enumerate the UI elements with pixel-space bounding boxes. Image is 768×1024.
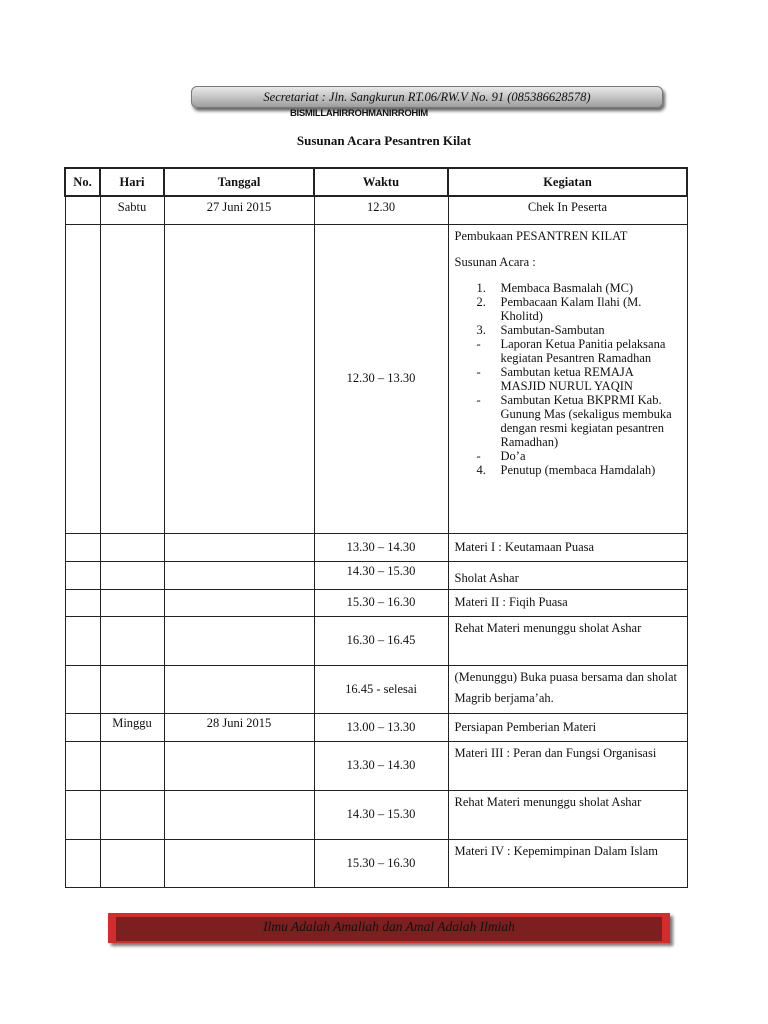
list-marker: 1. [476,280,486,295]
cell-hari [100,533,164,561]
cell-hari [100,561,164,589]
list-text: Laporan Ketua Panitia pelaksana kegiatan Pesantren Ramadhan [500,336,666,365]
cell-kegiatan: Materi IV : Kepemimpinan Dalam Islam [448,839,687,887]
column-header-waktu: Waktu [314,168,448,196]
schedule-table [64,167,688,888]
table-row [65,616,687,665]
cell-kegiatan: Sholat Ashar [448,561,687,589]
table-row [65,196,687,224]
program-subtitle: Susunan Acara : [454,254,536,269]
cell-hari: Minggu [100,713,164,741]
cell-waktu: 13.30 – 14.30 [314,741,448,790]
table-row [65,790,687,839]
cell-waktu: 15.30 – 16.30 [314,839,448,887]
table-row [65,713,687,741]
list-marker: - [476,336,481,351]
cell-no [65,616,100,665]
cell-no [65,561,100,589]
list-text: Sambutan ketua REMAJA MASJID NURUL YAQIN [500,364,634,393]
cell-no [65,839,100,887]
cell-hari [100,665,164,713]
page-title: Susunan Acara Pesantren Kilat [296,133,472,148]
secretariat-banner [191,86,663,108]
cell-tanggal [164,839,314,887]
bismillah-heading: BISMILLAHIRROHMANIRROHIM [290,108,428,119]
cell-no [65,533,100,561]
cell-tanggal [164,665,314,713]
secretariat-text: Secretariat : Jln. Sangkurun RT.06/RW.V No. 91 (085386628578) [263,90,591,104]
list-text: Membaca Basmalah (MC) [500,280,634,295]
opening-title: Pembukaan PESANTREN KILAT [454,228,628,243]
list-item [455,281,681,295]
list-marker: 2. [476,294,486,309]
cell-no [65,196,100,224]
cell-waktu: 13.30 – 14.30 [314,533,448,561]
table-row [65,589,687,616]
cell-kegiatan [448,224,687,533]
cell-waktu: 14.30 – 15.30 [314,561,448,589]
cell-kegiatan: Persiapan Pemberian Materi [448,713,687,741]
cell-waktu: 16.30 – 16.45 [314,616,448,665]
cell-kegiatan: Materi III : Peran dan Fungsi Organisasi [448,741,687,790]
cell-waktu: 12.30 [314,196,448,224]
column-header-kegiatan: Kegiatan [448,168,687,196]
cell-no [65,224,100,533]
list-marker: 4. [476,462,486,477]
column-header-tanggal: Tanggal [164,168,314,196]
cell-tanggal: 28 Juni 2015 [164,713,314,741]
list-text: Pembacaan Kalam Ilahi (M. Kholitd) [500,294,642,323]
cell-hari: Sabtu [100,196,164,224]
program-list [455,281,681,477]
cell-hari [100,790,164,839]
list-item [455,295,681,323]
cell-waktu: 14.30 – 15.30 [314,790,448,839]
table-row [65,561,687,589]
table-row [65,741,687,790]
cell-kegiatan: Rehat Materi menunggu sholat Ashar [448,790,687,839]
cell-no [65,790,100,839]
cell-no [65,741,100,790]
cell-waktu: 12.30 – 13.30 [314,224,448,533]
cell-tanggal [164,790,314,839]
table-row [65,839,687,887]
list-item [455,463,681,477]
cell-hari [100,839,164,887]
cell-tanggal [164,561,314,589]
list-text: Do’a [500,448,526,463]
cell-no [65,589,100,616]
cell-kegiatan: (Menunggu) Buka puasa bersama dan sholat Magrib berjama’ah. [448,665,687,713]
table-row [65,224,687,533]
cell-hari [100,224,164,533]
cell-tanggal [164,533,314,561]
cell-waktu: 13.00 – 13.30 [314,713,448,741]
table-row [65,533,687,561]
cell-kegiatan: Materi II : Fiqih Puasa [448,589,687,616]
cell-kegiatan: Rehat Materi menunggu sholat Ashar [448,616,687,665]
list-marker: - [476,392,481,407]
list-text: Sambutan-Sambutan [500,322,605,337]
list-marker: - [476,364,481,379]
cell-kegiatan: Materi I : Keutamaan Puasa [448,533,687,561]
cell-hari [100,589,164,616]
list-item [455,393,681,449]
list-item [455,337,681,365]
cell-hari [100,741,164,790]
list-text: Sambutan Ketua BKPRMI Kab. Gunung Mas (sekaligus membuka dengan resmi kegiatan pesantren Ramadhan) [500,392,672,449]
footer-motto: Ilmu Adalah Amaliah dan Amal Adalah Ilmiah [263,919,515,934]
list-marker: 3. [476,322,486,337]
list-item [455,365,681,393]
list-text: Penutup (membaca Hamdalah) [500,462,656,477]
cell-kegiatan: Chek In Peserta [448,196,687,224]
cell-tanggal [164,741,314,790]
cell-no [65,713,100,741]
list-item [455,449,681,463]
column-header-no: No. [65,168,100,196]
cell-waktu: 16.45 - selesai [314,665,448,713]
cell-tanggal [164,224,314,533]
cell-tanggal [164,589,314,616]
column-header-hari: Hari [100,168,164,196]
cell-tanggal: 27 Juni 2015 [164,196,314,224]
list-marker: - [476,448,481,463]
cell-waktu: 15.30 – 16.30 [314,589,448,616]
cell-hari [100,616,164,665]
table-row [65,665,687,713]
cell-no [65,665,100,713]
list-item [455,323,681,337]
footer-motto-box [116,917,662,941]
cell-tanggal [164,616,314,665]
table-header-row [65,168,687,196]
